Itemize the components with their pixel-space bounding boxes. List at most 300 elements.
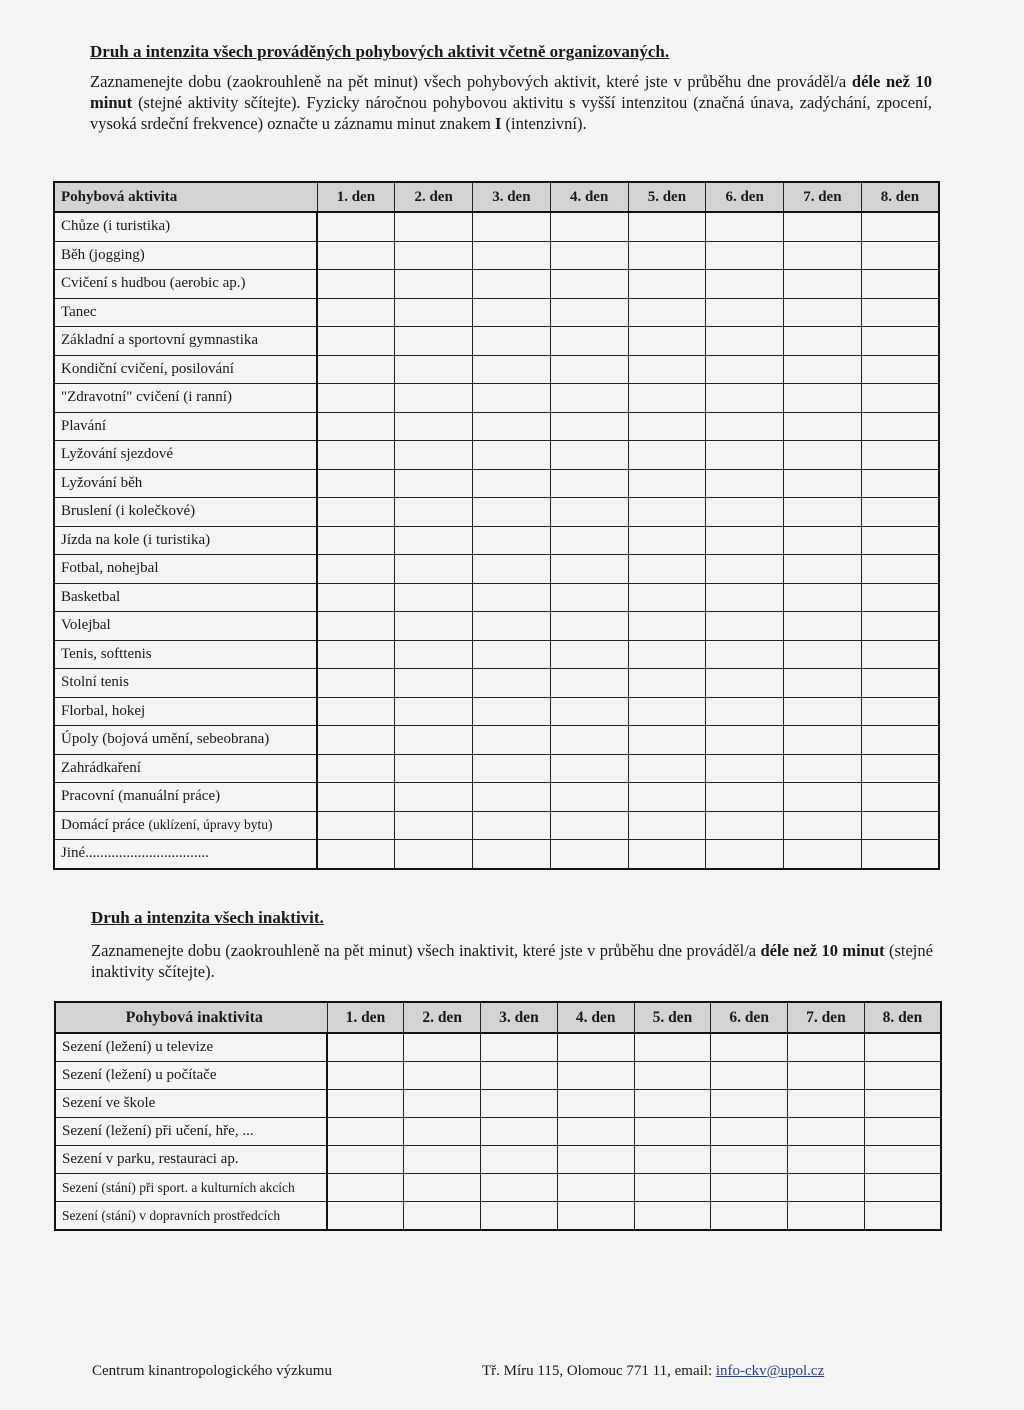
inactivity-day-2-cell[interactable]: [404, 1174, 481, 1202]
activity-label: Zahrádkaření: [54, 754, 317, 783]
activity-day-6-cell[interactable]: [706, 270, 784, 299]
table-row: [54, 355, 939, 384]
activity-day-6-cell[interactable]: [706, 298, 784, 327]
table-row: [54, 498, 939, 527]
activity-day-1-cell[interactable]: [317, 726, 395, 755]
activity-day-2-cell[interactable]: [395, 754, 473, 783]
table-row: [55, 1090, 941, 1118]
inactivity-day-3-cell[interactable]: [481, 1118, 558, 1146]
inactivity-day-3-cell[interactable]: [481, 1146, 558, 1174]
activity-day-3-cell[interactable]: [473, 355, 551, 384]
activity-day-1-cell[interactable]: [317, 469, 395, 498]
activity-day-3-cell[interactable]: [473, 726, 551, 755]
activity-day-3-cell[interactable]: [473, 469, 551, 498]
activity-day-8-cell[interactable]: [861, 298, 939, 327]
activity-day-1-cell[interactable]: [317, 612, 395, 641]
activity-label-main: Domácí práce: [61, 816, 149, 833]
inactivity-day-7-cell[interactable]: [788, 1033, 865, 1062]
activities-heading: Druh a intenzita všech prováděných pohybových aktivit včetně organizovaných.: [90, 42, 670, 61]
inactivity-day-2-cell[interactable]: [404, 1146, 481, 1174]
inactivity-day-4-cell[interactable]: [557, 1118, 634, 1146]
activity-header-row: [54, 182, 939, 212]
activity-day-5-cell[interactable]: [628, 583, 706, 612]
inactivity-day-5-cell[interactable]: [634, 1146, 711, 1174]
activity-label: [54, 811, 317, 840]
activity-day-1-cell[interactable]: [317, 697, 395, 726]
activity-day-5-cell[interactable]: [628, 384, 706, 413]
activity-day-4-cell[interactable]: [550, 526, 628, 555]
activity-day-1-cell[interactable]: [317, 783, 395, 812]
activity-day-2-cell[interactable]: [395, 640, 473, 669]
inactivity-day-8-cell[interactable]: [864, 1118, 941, 1146]
activity-day-8-cell[interactable]: [861, 726, 939, 755]
activities-instructions: [90, 71, 932, 134]
inactivity-day-1-cell[interactable]: [327, 1146, 404, 1174]
activity-day-8-cell[interactable]: [861, 840, 939, 869]
activity-day-7-cell[interactable]: [784, 412, 862, 441]
activity-day-5-cell[interactable]: [628, 640, 706, 669]
activity-day-7-cell[interactable]: [784, 697, 862, 726]
table-row: [54, 697, 939, 726]
activity-day-5-cell[interactable]: [628, 612, 706, 641]
activity-day-3-cell[interactable]: [473, 840, 551, 869]
activity-day-7-cell[interactable]: [784, 640, 862, 669]
activity-table: [53, 181, 940, 870]
inactivity-day-5-cell[interactable]: [634, 1090, 711, 1118]
activity-day-2-cell[interactable]: [395, 783, 473, 812]
activity-day-4-cell[interactable]: [550, 697, 628, 726]
activity-day-6-cell[interactable]: [706, 555, 784, 584]
activity-day-5-cell[interactable]: [628, 669, 706, 698]
inactivity-day-8-cell[interactable]: [864, 1174, 941, 1202]
inactivity-day-8-cell[interactable]: [864, 1202, 941, 1231]
activity-day-6-cell[interactable]: [706, 355, 784, 384]
activity-label: Kondiční cvičení, posilování: [54, 355, 317, 384]
activity-day-2-cell[interactable]: [395, 270, 473, 299]
inact-day-header-4: 4. den: [557, 1002, 634, 1033]
table-row: [54, 270, 939, 299]
activity-day-2-cell[interactable]: [395, 441, 473, 470]
activity-day-3-cell[interactable]: [473, 298, 551, 327]
inactivity-day-4-cell[interactable]: [557, 1062, 634, 1090]
inactivity-day-1-cell[interactable]: [327, 1062, 404, 1090]
activity-day-8-cell[interactable]: [861, 412, 939, 441]
inactivity-day-7-cell[interactable]: [788, 1118, 865, 1146]
day-header-5: 5. den: [628, 182, 706, 212]
activity-day-7-cell[interactable]: [784, 384, 862, 413]
activity-day-7-cell[interactable]: [784, 327, 862, 356]
instr2-text-1: Zaznamenejte dobu (zaokrouhleně na pět minut) všech inaktivit, které jste v průběhu dne prováděl/a: [91, 941, 761, 960]
inactivity-label: Sezení v parku, restauraci ap.: [55, 1146, 327, 1174]
activity-day-8-cell[interactable]: [861, 555, 939, 584]
activity-day-7-cell[interactable]: [784, 669, 862, 698]
activity-day-8-cell[interactable]: [861, 583, 939, 612]
inactivity-table: [54, 1001, 942, 1231]
day-header-7: 7. den: [784, 182, 862, 212]
activity-day-6-cell[interactable]: [706, 811, 784, 840]
inactivity-day-6-cell[interactable]: [711, 1118, 788, 1146]
activity-day-1-cell[interactable]: [317, 754, 395, 783]
activity-day-1-cell[interactable]: [317, 555, 395, 584]
activity-day-6-cell[interactable]: [706, 697, 784, 726]
activity-day-4-cell[interactable]: [550, 241, 628, 270]
activity-day-7-cell[interactable]: [784, 583, 862, 612]
inactivity-day-2-cell[interactable]: [404, 1118, 481, 1146]
inactivity-label: Sezení (stání) v dopravních prostředcích: [55, 1202, 327, 1231]
activity-day-2-cell[interactable]: [395, 469, 473, 498]
table-row: [55, 1033, 941, 1062]
inactivity-day-2-cell[interactable]: [404, 1202, 481, 1231]
activity-day-2-cell[interactable]: [395, 555, 473, 584]
activity-day-5-cell[interactable]: [628, 412, 706, 441]
activity-day-8-cell[interactable]: [861, 612, 939, 641]
table-row: [55, 1062, 941, 1090]
activity-day-4-cell[interactable]: [550, 327, 628, 356]
activity-day-6-cell[interactable]: [706, 840, 784, 869]
activity-label-other[interactable]: Jiné.................................: [54, 840, 317, 869]
activity-day-6-cell[interactable]: [706, 726, 784, 755]
activity-day-1-cell[interactable]: [317, 583, 395, 612]
activity-day-5-cell[interactable]: [628, 811, 706, 840]
activity-day-5-cell[interactable]: [628, 355, 706, 384]
activity-day-7-cell[interactable]: [784, 298, 862, 327]
activity-day-4-cell[interactable]: [550, 498, 628, 527]
activity-day-2-cell[interactable]: [395, 241, 473, 270]
table-row: [54, 583, 939, 612]
activity-day-4-cell[interactable]: [550, 469, 628, 498]
table-row: [54, 555, 939, 584]
activity-day-3-cell[interactable]: [473, 412, 551, 441]
activity-day-4-cell[interactable]: [550, 441, 628, 470]
table-row: [54, 212, 939, 241]
activity-day-2-cell[interactable]: [395, 384, 473, 413]
activity-day-4-cell[interactable]: [550, 555, 628, 584]
activity-day-8-cell[interactable]: [861, 355, 939, 384]
activity-day-6-cell[interactable]: [706, 384, 784, 413]
activity-day-8-cell[interactable]: [861, 241, 939, 270]
activity-day-6-cell[interactable]: [706, 241, 784, 270]
activity-day-6-cell[interactable]: [706, 469, 784, 498]
inactivity-day-5-cell[interactable]: [634, 1033, 711, 1062]
inactivity-day-8-cell[interactable]: [864, 1033, 941, 1062]
inactivity-day-6-cell[interactable]: [711, 1062, 788, 1090]
inactivity-day-7-cell[interactable]: [788, 1146, 865, 1174]
activity-day-2-cell[interactable]: [395, 726, 473, 755]
inactivity-day-2-cell[interactable]: [404, 1062, 481, 1090]
activity-day-8-cell[interactable]: [861, 469, 939, 498]
inactivity-day-2-cell[interactable]: [404, 1090, 481, 1118]
activity-day-3-cell[interactable]: [473, 241, 551, 270]
activity-day-6-cell[interactable]: [706, 526, 784, 555]
activity-day-8-cell[interactable]: [861, 212, 939, 241]
activity-day-6-cell[interactable]: [706, 612, 784, 641]
activity-day-3-cell[interactable]: [473, 754, 551, 783]
instr-bold-2: I: [494, 114, 502, 133]
inactivity-label: Sezení ve škole: [55, 1090, 327, 1118]
activity-day-8-cell[interactable]: [861, 270, 939, 299]
activity-day-2-cell[interactable]: [395, 327, 473, 356]
activity-day-5-cell[interactable]: [628, 469, 706, 498]
activity-day-3-cell[interactable]: [473, 384, 551, 413]
footer-contact: [482, 1363, 824, 1380]
activity-day-3-cell[interactable]: [473, 212, 551, 241]
inactivity-day-3-cell[interactable]: [481, 1090, 558, 1118]
inactivity-day-3-cell[interactable]: [481, 1174, 558, 1202]
activity-day-5-cell[interactable]: [628, 441, 706, 470]
activity-day-5-cell[interactable]: [628, 726, 706, 755]
day-header-1: 1. den: [317, 182, 395, 212]
inactivity-day-5-cell[interactable]: [634, 1174, 711, 1202]
table-row: [54, 811, 939, 840]
inactivity-day-6-cell[interactable]: [711, 1174, 788, 1202]
activity-day-8-cell[interactable]: [861, 754, 939, 783]
activity-day-7-cell[interactable]: [784, 811, 862, 840]
inactivity-day-1-cell[interactable]: [327, 1202, 404, 1231]
activity-day-1-cell[interactable]: [317, 640, 395, 669]
activity-day-7-cell[interactable]: [784, 612, 862, 641]
activity-day-8-cell[interactable]: [861, 783, 939, 812]
activity-day-2-cell[interactable]: [395, 498, 473, 527]
day-header-8: 8. den: [861, 182, 939, 212]
activity-day-1-cell[interactable]: [317, 840, 395, 869]
activity-day-7-cell[interactable]: [784, 498, 862, 527]
activity-day-4-cell[interactable]: [550, 298, 628, 327]
inactivity-day-6-cell[interactable]: [711, 1146, 788, 1174]
activity-day-5-cell[interactable]: [628, 270, 706, 299]
activity-day-3-cell[interactable]: [473, 498, 551, 527]
table-row: [54, 441, 939, 470]
activity-day-7-cell[interactable]: [784, 441, 862, 470]
activity-day-4-cell[interactable]: [550, 669, 628, 698]
activity-label: Tanec: [54, 298, 317, 327]
activity-day-2-cell[interactable]: [395, 355, 473, 384]
activity-day-7-cell[interactable]: [784, 241, 862, 270]
activity-day-5-cell[interactable]: [628, 526, 706, 555]
activity-day-2-cell[interactable]: [395, 412, 473, 441]
activity-day-1-cell[interactable]: [317, 270, 395, 299]
footer-address: Tř. Míru 115, Olomouc 771 11, email:: [482, 1363, 716, 1379]
activity-label: Tenis, softtenis: [54, 640, 317, 669]
activity-day-3-cell[interactable]: [473, 612, 551, 641]
activity-day-5-cell[interactable]: [628, 555, 706, 584]
inactivity-day-7-cell[interactable]: [788, 1174, 865, 1202]
activity-day-5-cell[interactable]: [628, 498, 706, 527]
activity-day-7-cell[interactable]: [784, 526, 862, 555]
inactivity-day-5-cell[interactable]: [634, 1062, 711, 1090]
inactivity-day-2-cell[interactable]: [404, 1033, 481, 1062]
activity-day-4-cell[interactable]: [550, 384, 628, 413]
activity-label: Basketbal: [54, 583, 317, 612]
activity-day-4-cell[interactable]: [550, 754, 628, 783]
activity-day-6-cell[interactable]: [706, 327, 784, 356]
activity-day-4-cell[interactable]: [550, 640, 628, 669]
activity-label: Chůze (i turistika): [54, 212, 317, 241]
activity-day-6-cell[interactable]: [706, 212, 784, 241]
activity-day-5-cell[interactable]: [628, 212, 706, 241]
activity-day-5-cell[interactable]: [628, 241, 706, 270]
activity-day-7-cell[interactable]: [784, 355, 862, 384]
activity-day-1-cell[interactable]: [317, 526, 395, 555]
inactivity-day-4-cell[interactable]: [557, 1174, 634, 1202]
activity-day-8-cell[interactable]: [861, 669, 939, 698]
activity-day-2-cell[interactable]: [395, 840, 473, 869]
activity-day-2-cell[interactable]: [395, 612, 473, 641]
activity-day-2-cell[interactable]: [395, 697, 473, 726]
instr2-bold-1: déle než 10 minut: [760, 941, 885, 960]
inactivity-day-1-cell[interactable]: [327, 1033, 404, 1062]
activity-day-7-cell[interactable]: [784, 726, 862, 755]
instr-text-1: Zaznamenejte dobu (zaokrouhleně na pět minut) všech pohybových aktivit, které jste v průběhu dne prováděl/a: [90, 72, 852, 91]
activity-day-1-cell[interactable]: [317, 811, 395, 840]
inactivity-day-5-cell[interactable]: [634, 1118, 711, 1146]
activity-day-4-cell[interactable]: [550, 212, 628, 241]
activity-day-6-cell[interactable]: [706, 441, 784, 470]
inactivity-day-8-cell[interactable]: [864, 1090, 941, 1118]
inactivity-day-6-cell[interactable]: [711, 1202, 788, 1231]
inactivity-day-1-cell[interactable]: [327, 1118, 404, 1146]
inactivity-day-3-cell[interactable]: [481, 1202, 558, 1231]
activity-day-2-cell[interactable]: [395, 298, 473, 327]
inactivity-day-4-cell[interactable]: [557, 1090, 634, 1118]
activity-day-4-cell[interactable]: [550, 583, 628, 612]
table-row: [54, 412, 939, 441]
inactivity-day-3-cell[interactable]: [481, 1062, 558, 1090]
activity-day-5-cell[interactable]: [628, 697, 706, 726]
activity-day-6-cell[interactable]: [706, 583, 784, 612]
activity-day-7-cell[interactable]: [784, 754, 862, 783]
activity-label: Úpoly (bojová umění, sebeobrana): [54, 726, 317, 755]
inactivity-day-7-cell[interactable]: [788, 1062, 865, 1090]
activity-day-8-cell[interactable]: [861, 640, 939, 669]
instr-text-2: (stejné aktivity sčítejte). Fyzicky náročnou pohybovou aktivitu s vyšší intenzitou (značná únava, zadýchání, zpocení, vysoká srdeční frekvence) označte u záznamu minut znakem: [90, 93, 932, 133]
activity-day-2-cell[interactable]: [395, 212, 473, 241]
table-row: [55, 1146, 941, 1174]
inactivity-day-4-cell[interactable]: [557, 1033, 634, 1062]
inactivity-day-6-cell[interactable]: [711, 1033, 788, 1062]
table-row: [54, 526, 939, 555]
inactivity-day-6-cell[interactable]: [711, 1090, 788, 1118]
inactivity-day-4-cell[interactable]: [557, 1146, 634, 1174]
activity-label: Lyžování běh: [54, 469, 317, 498]
activity-day-8-cell[interactable]: [861, 811, 939, 840]
activity-day-1-cell[interactable]: [317, 412, 395, 441]
day-header-4: 4. den: [550, 182, 628, 212]
table-row: [54, 612, 939, 641]
activity-day-5-cell[interactable]: [628, 783, 706, 812]
activity-day-2-cell[interactable]: [395, 583, 473, 612]
activity-day-4-cell[interactable]: [550, 355, 628, 384]
activity-day-3-cell[interactable]: [473, 669, 551, 698]
activity-day-6-cell[interactable]: [706, 412, 784, 441]
activity-day-7-cell[interactable]: [784, 270, 862, 299]
table-row: [55, 1118, 941, 1146]
activity-day-6-cell[interactable]: [706, 669, 784, 698]
inactivity-day-4-cell[interactable]: [557, 1202, 634, 1231]
activity-day-8-cell[interactable]: [861, 697, 939, 726]
activity-day-5-cell[interactable]: [628, 840, 706, 869]
activity-day-3-cell[interactable]: [473, 640, 551, 669]
activity-day-1-cell[interactable]: [317, 327, 395, 356]
activity-day-3-cell[interactable]: [473, 783, 551, 812]
activity-day-3-cell[interactable]: [473, 583, 551, 612]
inactivity-day-7-cell[interactable]: [788, 1090, 865, 1118]
activity-day-8-cell[interactable]: [861, 384, 939, 413]
activity-day-2-cell[interactable]: [395, 811, 473, 840]
activity-day-1-cell[interactable]: [317, 298, 395, 327]
activity-day-4-cell[interactable]: [550, 412, 628, 441]
activity-label: Pracovní (manuální práce): [54, 783, 317, 812]
activity-day-3-cell[interactable]: [473, 526, 551, 555]
activity-day-8-cell[interactable]: [861, 441, 939, 470]
table-row: [54, 241, 939, 270]
activity-day-8-cell[interactable]: [861, 498, 939, 527]
inactivity-day-7-cell[interactable]: [788, 1202, 865, 1231]
activity-label: Plavání: [54, 412, 317, 441]
activity-day-2-cell[interactable]: [395, 669, 473, 698]
inactivity-day-1-cell[interactable]: [327, 1090, 404, 1118]
activity-day-3-cell[interactable]: [473, 697, 551, 726]
activity-day-7-cell[interactable]: [784, 783, 862, 812]
activity-day-1-cell[interactable]: [317, 384, 395, 413]
activity-day-3-cell[interactable]: [473, 327, 551, 356]
activity-day-8-cell[interactable]: [861, 526, 939, 555]
activity-day-4-cell[interactable]: [550, 840, 628, 869]
table-row: [54, 754, 939, 783]
activity-day-1-cell[interactable]: [317, 241, 395, 270]
activity-day-6-cell[interactable]: [706, 498, 784, 527]
activity-day-3-cell[interactable]: [473, 811, 551, 840]
activity-day-1-cell[interactable]: [317, 355, 395, 384]
activity-column-header: Pohybová aktivita: [54, 182, 317, 212]
activity-day-6-cell[interactable]: [706, 754, 784, 783]
activity-day-1-cell[interactable]: [317, 498, 395, 527]
footer-organization: Centrum kinantropologického výzkumu: [92, 1363, 332, 1379]
activity-day-2-cell[interactable]: [395, 526, 473, 555]
activity-day-7-cell[interactable]: [784, 840, 862, 869]
activity-day-8-cell[interactable]: [861, 327, 939, 356]
footer-email-link[interactable]: info-ckv@upol.cz: [715, 1363, 825, 1379]
activity-day-4-cell[interactable]: [550, 270, 628, 299]
table-row: [54, 469, 939, 498]
activity-day-6-cell[interactable]: [706, 640, 784, 669]
activity-day-7-cell[interactable]: [784, 555, 862, 584]
activity-day-4-cell[interactable]: [550, 783, 628, 812]
activity-day-3-cell[interactable]: [473, 270, 551, 299]
inactivity-day-3-cell[interactable]: [481, 1033, 558, 1062]
activity-day-1-cell[interactable]: [317, 441, 395, 470]
activity-day-5-cell[interactable]: [628, 754, 706, 783]
activity-day-4-cell[interactable]: [550, 726, 628, 755]
inactivity-day-5-cell[interactable]: [634, 1202, 711, 1231]
activity-day-3-cell[interactable]: [473, 555, 551, 584]
activity-day-4-cell[interactable]: [550, 811, 628, 840]
table-row: [54, 640, 939, 669]
inactivity-day-1-cell[interactable]: [327, 1174, 404, 1202]
activity-day-4-cell[interactable]: [550, 612, 628, 641]
activity-day-5-cell[interactable]: [628, 327, 706, 356]
activity-day-1-cell[interactable]: [317, 212, 395, 241]
activity-day-5-cell[interactable]: [628, 298, 706, 327]
inactivity-day-8-cell[interactable]: [864, 1062, 941, 1090]
activity-day-6-cell[interactable]: [706, 783, 784, 812]
inact-day-header-5: 5. den: [634, 1002, 711, 1033]
inactivity-day-8-cell[interactable]: [864, 1146, 941, 1174]
inactivity-label: Sezení (stání) při sport. a kulturních akcích: [55, 1174, 327, 1202]
activity-day-7-cell[interactable]: [784, 469, 862, 498]
activity-day-1-cell[interactable]: [317, 669, 395, 698]
activity-day-3-cell[interactable]: [473, 441, 551, 470]
activity-day-7-cell[interactable]: [784, 212, 862, 241]
